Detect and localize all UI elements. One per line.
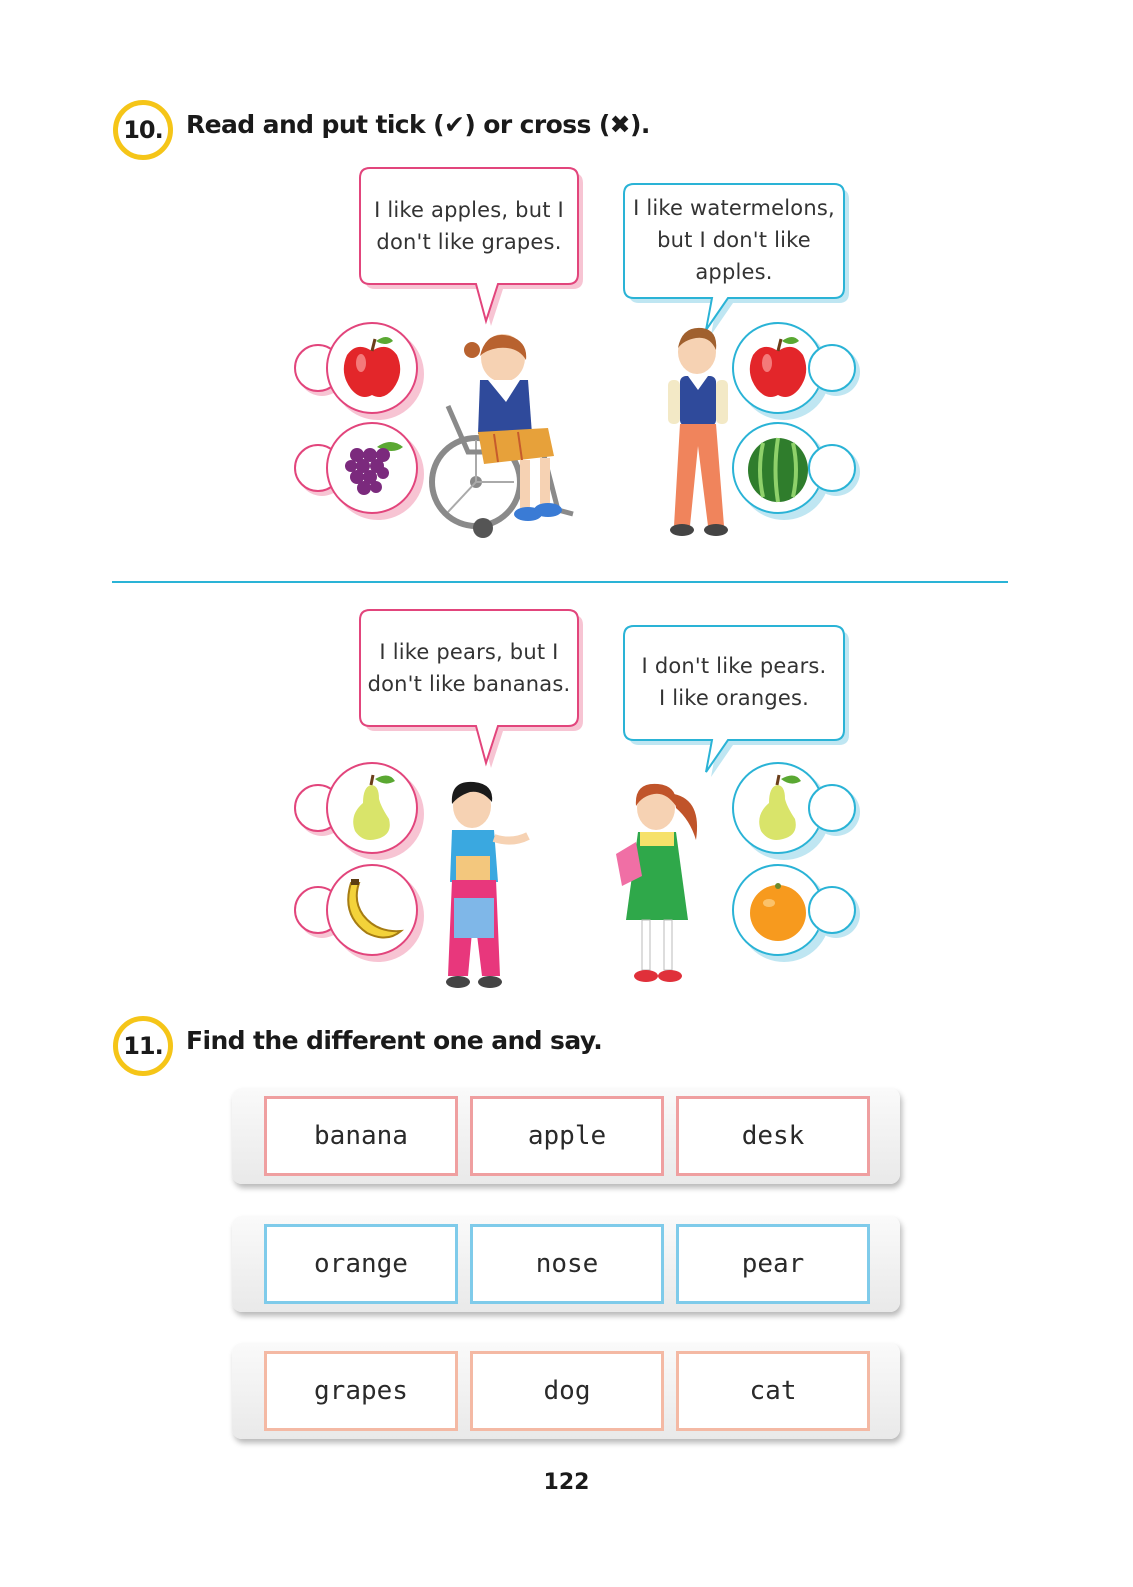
answer-circle[interactable] — [808, 886, 856, 934]
speech-bubble-1 — [358, 166, 580, 326]
choice-orange-right — [732, 860, 882, 960]
word-row-3 — [232, 1343, 900, 1439]
apple-icon — [743, 333, 813, 403]
word-card[interactable]: dog — [470, 1351, 664, 1431]
apple-picture-circle — [326, 322, 418, 414]
page-number: 122 — [543, 1470, 590, 1495]
choice-apple-left — [294, 318, 444, 418]
choice-banana-left — [294, 860, 444, 960]
choice-grapes-left — [294, 418, 444, 518]
pear-picture-circle — [326, 762, 418, 854]
section-divider — [112, 581, 1008, 583]
exercise-10-number: 10. — [113, 100, 173, 160]
speech-bubble-3 — [358, 608, 580, 768]
word-card[interactable]: apple — [470, 1096, 664, 1176]
word-row-1 — [232, 1088, 900, 1184]
word-card[interactable]: desk — [676, 1096, 870, 1176]
speech-bubble-4-text: I don't like pears. I like oranges. — [641, 654, 827, 710]
choice-watermelon-right — [732, 418, 882, 518]
apple-icon — [337, 333, 407, 403]
grapes-picture-circle — [326, 422, 418, 514]
watermelon-icon — [743, 433, 813, 503]
speech-bubble-4 — [622, 624, 846, 774]
word-row-2 — [232, 1216, 900, 1312]
girl-illustration — [612, 780, 712, 994]
orange-icon — [743, 875, 813, 945]
speech-bubble-3-text: I like pears, but I don't like bananas. — [367, 640, 571, 696]
choice-pear-right — [732, 758, 882, 858]
word-card[interactable]: nose — [470, 1224, 664, 1304]
word-card[interactable]: cat — [676, 1351, 870, 1431]
answer-circle[interactable] — [808, 784, 856, 832]
word-card[interactable]: pear — [676, 1224, 870, 1304]
answer-circle[interactable] — [808, 344, 856, 392]
exercise-11-number: 11. — [113, 1016, 173, 1076]
word-card[interactable]: grapes — [264, 1351, 458, 1431]
exercise-10-title: Read and put tick (✔) or cross (✖). — [186, 110, 650, 139]
grapes-icon — [337, 433, 407, 503]
boy-illustration — [652, 326, 742, 542]
choice-pear-left — [294, 758, 444, 858]
banana-icon — [337, 875, 407, 945]
exercise-11-title: Find the different one and say. — [186, 1026, 603, 1055]
girl-in-wheelchair-illustration — [428, 332, 578, 542]
word-card[interactable]: banana — [264, 1096, 458, 1176]
answer-circle[interactable] — [808, 444, 856, 492]
banana-picture-circle — [326, 864, 418, 956]
pear-icon — [337, 773, 407, 843]
choice-apple-right — [732, 318, 882, 418]
speech-bubble-1-text: I like apples, but I don't like grapes. — [374, 198, 564, 254]
speech-bubble-2-text: I like watermelons, but I don't like apples. — [633, 196, 835, 284]
word-card[interactable]: orange — [264, 1224, 458, 1304]
pear-icon — [743, 773, 813, 843]
boy-illustration — [432, 780, 542, 996]
speech-bubble-2 — [622, 182, 846, 332]
